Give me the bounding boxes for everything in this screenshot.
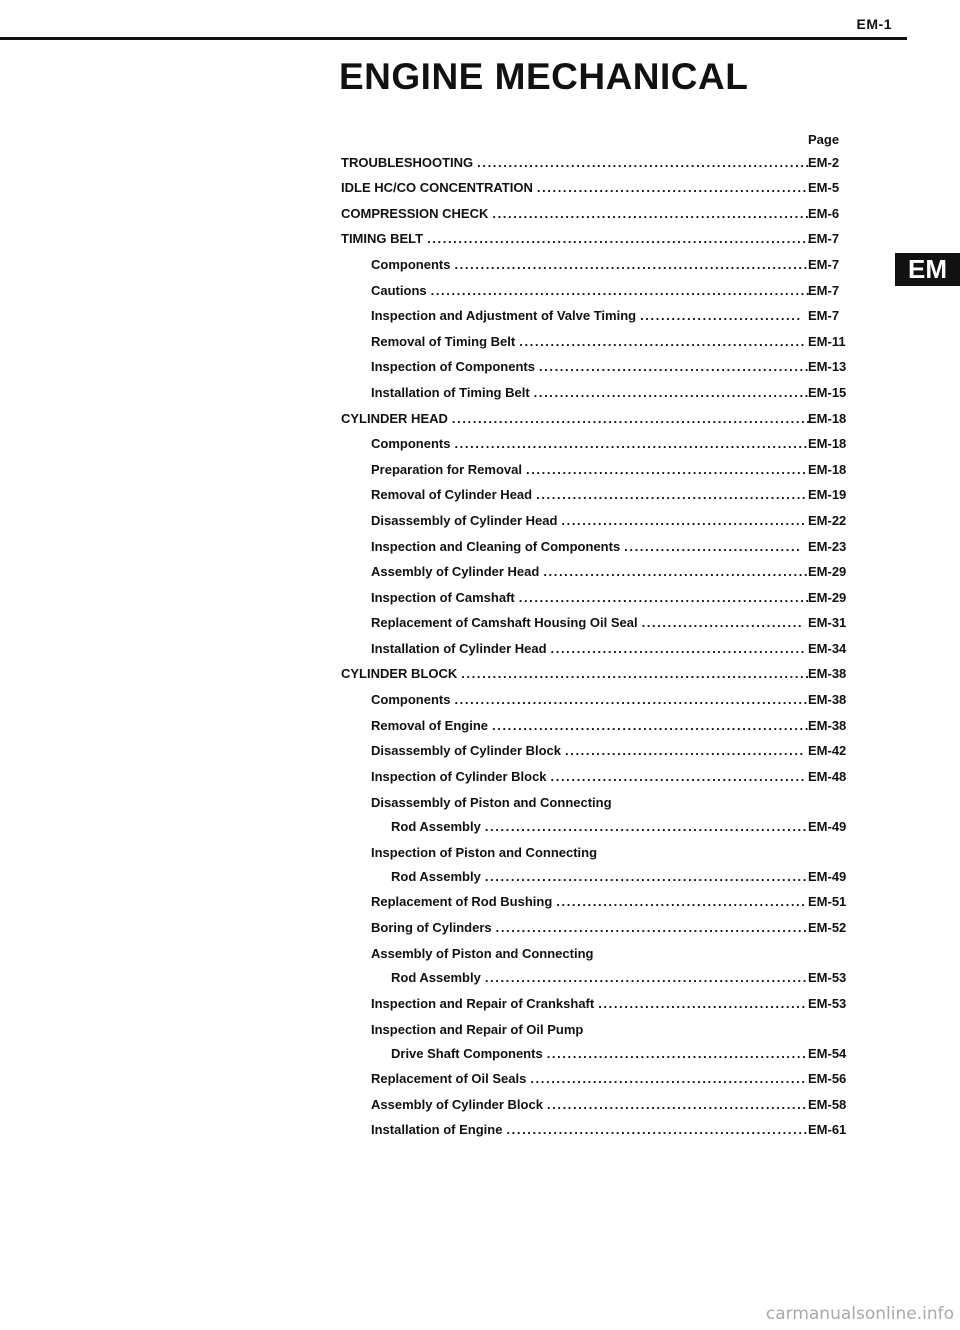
toc-leader-dots: ....................................................... [519,333,806,349]
toc-entry-page: EM-5 [808,180,840,196]
toc-entry-label-text: Removal of Cylinder Head [371,487,533,503]
toc-leader-dots: .......................................................... [506,1122,809,1138]
toc-leader-dots: .......................................................................... [427,231,813,247]
toc-entry-label-text: Inspection of Camshaft [371,589,515,605]
toc-leader-dots: ................................................................ [477,154,811,170]
toc-entry [0,558,960,584]
toc-entry-label [371,844,808,884]
toc-entry-page: EM-56 [808,1071,847,1087]
toc-entry-label [371,995,807,1011]
toc-leader-dots: ......................................................................... [430,282,812,298]
toc-entry-page: EM-2 [808,154,840,170]
toc-entry [0,506,960,532]
toc-entry-label [371,1096,808,1112]
toc-entry-page: EM-18 [808,436,847,452]
toc-leader-dots: ..................................................... [530,1071,807,1087]
toc-leader-dots: ........................................................ [518,589,811,605]
toc-entry-label [371,640,806,656]
toc-entry-page: EM-49 [808,868,847,884]
toc-entry-page: EM-42 [808,743,847,759]
toc-entry [0,939,960,989]
toc-entry-label-text: Removal of Timing Belt [371,333,516,349]
toc-entry-label-text: CYLINDER BLOCK [341,666,458,682]
toc-entry-label-text: Inspection and Cleaning of Components [371,538,621,554]
toc-entry-page: EM-19 [808,487,847,503]
toc-entry-label [371,717,810,733]
toc-entry-label-text: COMPRESSION CHECK [341,205,489,221]
toc-entry-page: EM-22 [808,512,847,528]
toc-leader-dots: .................................................... [536,180,808,196]
toc-entry-label-line1: Inspection of Piston and Connecting [371,844,598,860]
toc-entry [0,762,960,788]
toc-entry-label-text: Inspection and Adjustment of Valve Timing [371,308,637,324]
toc-entry-label [371,436,809,452]
toc-entry-label [341,231,813,247]
toc-entry-label [371,333,806,349]
toc-entry-label [371,946,808,986]
toc-entry-label-text: Installation of Engine [371,1122,503,1138]
toc-entry-label [371,894,807,910]
toc-entry [0,583,960,609]
toc-entry-label-text: Replacement of Camshaft Housing Oil Seal [371,615,638,631]
toc-entry-label [341,666,811,682]
toc-entry-label-line1: Assembly of Piston and Connecting [371,946,594,962]
toc-entry-page: EM-38 [808,692,847,708]
toc-entry-page: EM-58 [808,1096,847,1112]
toc-entry-label-text: Components [371,692,451,708]
toc-entry [0,353,960,379]
toc-entry-label [371,256,809,272]
toc-entry-label [371,564,810,580]
toc-entry-page: EM-48 [808,768,847,784]
section-tab-em: EM [895,253,960,286]
toc-entry-label [371,461,808,477]
toc-entry [0,1065,960,1091]
toc-entry-page: EM-53 [808,970,847,986]
top-rule [0,37,907,40]
toc-entry-label-text: Replacement of Oil Seals [371,1071,527,1087]
toc-leader-dots: .............................................................. [484,868,808,884]
toc-entry-label-text: Installation of Cylinder Head [371,640,547,656]
toc-leader-dots: ................................................ [556,894,807,910]
toc-leader-dots: ............................................................. [492,205,811,221]
toc-entry-label-text: Components [371,256,451,272]
toc-leader-dots: .................................................... [538,359,810,375]
toc-entry-page: EM-6 [808,205,840,221]
toc-entry [0,660,960,686]
toc-entry-page: EM-11 [808,333,846,349]
toc-entry-label-line2 [371,1045,808,1061]
toc-entry-label-text: Disassembly of Cylinder Head [371,512,558,528]
toc-leader-dots: .................................................. [546,1045,808,1061]
toc-entry-label-text: Replacement of Rod Bushing [371,894,553,910]
toc-entry-label-text: CYLINDER HEAD [341,410,448,426]
toc-entry-label [371,615,804,631]
toc-entry-label [371,308,802,324]
toc-entry [0,989,960,1015]
toc-entry-label [371,589,811,605]
toc-entry-page: EM-31 [808,615,847,631]
toc-leader-dots: ..................................................................... [451,410,812,426]
toc-leader-dots: ................................................... [543,564,810,580]
toc-entry-label-text: Components [371,436,451,452]
toc-entry-label-line2 [371,818,808,834]
toc-entry [0,199,960,225]
toc-entry-label-text: Preparation for Removal [371,461,522,477]
toc-leader-dots: .................................................... [536,487,808,503]
toc-entry-label [371,512,807,528]
toc-entry-label-text: Rod Assembly [391,970,481,986]
toc-entry-label-text: Assembly of Cylinder Block [371,1096,543,1112]
toc-entry-label [371,1122,809,1138]
toc-entry-label-text: Drive Shaft Components [391,1045,543,1061]
toc-entry [0,737,960,763]
toc-entry-label-line2 [371,868,808,884]
toc-entry-label-text: Inspection of Components [371,359,535,375]
toc-entry [0,430,960,456]
toc-entry-label [371,692,809,708]
toc-entry-label [371,487,808,503]
toc-entry-label [371,920,809,936]
toc-entry-page: EM-51 [808,894,847,910]
toc-entry-label-line1: Inspection and Repair of Oil Pump [371,1021,584,1037]
toc-entry-label-text: Disassembly of Cylinder Block [371,743,562,759]
toc-leader-dots: ............................................................ [495,920,809,936]
toc-entry-label [341,180,808,196]
toc-entry-label-text: Boring of Cylinders [371,920,492,936]
toc-entry-label-text: Rod Assembly [391,868,481,884]
toc-entry [0,634,960,660]
toc-entry [0,685,960,711]
toc-entry-page: EM-29 [808,589,847,605]
toc-entry-page: EM-7 [808,282,840,298]
toc-leader-dots: ............................................... [561,512,807,528]
toc-leader-dots: .............................................................. [484,970,808,986]
toc-entry-page: EM-49 [808,818,847,834]
toc-entry-label [371,282,812,298]
toc-entry [0,838,960,888]
toc-entry [0,276,960,302]
page-title: ENGINE MECHANICAL [339,56,749,97]
toc-entry-label [371,1021,808,1061]
toc-entry-label [371,794,808,834]
toc-entry-page: EM-34 [808,640,847,656]
toc-entry-label [371,538,802,554]
toc-entry-page: EM-13 [808,359,847,375]
toc-entry [0,455,960,481]
toc-entry [0,250,960,276]
toc-leader-dots: ............................................................. [492,717,810,733]
toc-entry [0,532,960,558]
toc-entry-page: EM-38 [808,666,847,682]
toc-entry-label-line2 [371,970,808,986]
toc-leader-dots: ................................................................... [461,666,811,682]
toc-leader-dots: .................................................................... [454,692,809,708]
toc-entry-page: EM-15 [808,384,847,400]
toc-entry [0,378,960,404]
toc-entry-page: EM-7 [808,231,840,247]
toc-entry-page: EM-54 [808,1045,847,1061]
toc-entry-label [371,1071,807,1087]
toc-entry-label-text: Installation of Timing Belt [371,384,530,400]
toc-entry-label-text: Cautions [371,282,427,298]
toc-entry-page: EM-61 [808,1122,847,1138]
toc-entry-page: EM-52 [808,920,847,936]
toc-entry-label [371,743,805,759]
toc-entry [0,225,960,251]
toc-entry-page: EM-29 [808,564,847,580]
toc-entry-page: EM-53 [808,995,847,1011]
toc-leader-dots: .............................................................. [484,818,808,834]
toc-entry-label-text: Rod Assembly [391,818,481,834]
toc-entry [0,888,960,914]
toc-entry [0,481,960,507]
toc-entry [0,1015,960,1065]
toc-entry [0,1090,960,1116]
toc-entry-page: EM-7 [808,256,840,272]
toc-entry [0,711,960,737]
toc-entry-label-text: IDLE HC/CO CONCENTRATION [341,180,533,196]
toc-leader-dots: ............................... [640,308,802,324]
toc-entry-label [371,359,810,375]
page-column-header: Page [808,132,840,147]
toc-leader-dots: .................................................. [546,1096,808,1112]
toc-entry-label-text: Inspection and Repair of Crankshaft [371,995,595,1011]
toc-leader-dots: ..................................................... [533,384,810,400]
toc-entry-label-text: TROUBLESHOOTING [341,154,474,170]
toc-entry-page: EM-18 [808,410,847,426]
toc-entry [0,302,960,328]
watermark: carmanualsonline.info [765,1304,954,1324]
toc-entry-page: EM-23 [808,538,847,554]
toc-leader-dots: ................................................. [550,768,806,784]
toc-entry-label [341,410,812,426]
toc-entry [0,788,960,838]
toc-entry [0,1116,960,1142]
toc-entry-label-text: TIMING BELT [341,231,424,247]
toc-entry [0,148,960,174]
toc-entry-label-text: Inspection of Cylinder Block [371,768,547,784]
toc-leader-dots: .................................................................... [454,436,809,452]
toc-entry [0,327,960,353]
toc-entry-label [371,768,806,784]
toc-leader-dots: .................................................................... [454,256,809,272]
toc-entry-page: EM-7 [808,308,840,324]
toc-entry [0,913,960,939]
toc-entry [0,609,960,635]
toc-leader-dots: ............................... [641,615,804,631]
toc-entry-label-text: Removal of Engine [371,717,489,733]
toc-entry-label [341,205,811,221]
toc-entry-page: EM-18 [808,461,847,477]
toc-leader-dots: .................................. [624,538,802,554]
toc-entry [0,404,960,430]
toc-entry [0,174,960,200]
page-number: EM-1 [856,16,892,32]
table-of-contents [0,148,960,1141]
toc-leader-dots: .............................................. [565,743,805,759]
toc-entry-label [371,384,810,400]
toc-leader-dots: ................................................. [550,640,806,656]
toc-leader-dots: ........................................ [598,995,807,1011]
toc-entry-label-line1: Disassembly of Piston and Connecting [371,794,612,810]
toc-entry-label [341,154,811,170]
toc-leader-dots: ...................................................... [526,461,808,477]
toc-entry-page: EM-38 [808,717,847,733]
toc-entry-label-text: Assembly of Cylinder Head [371,564,540,580]
